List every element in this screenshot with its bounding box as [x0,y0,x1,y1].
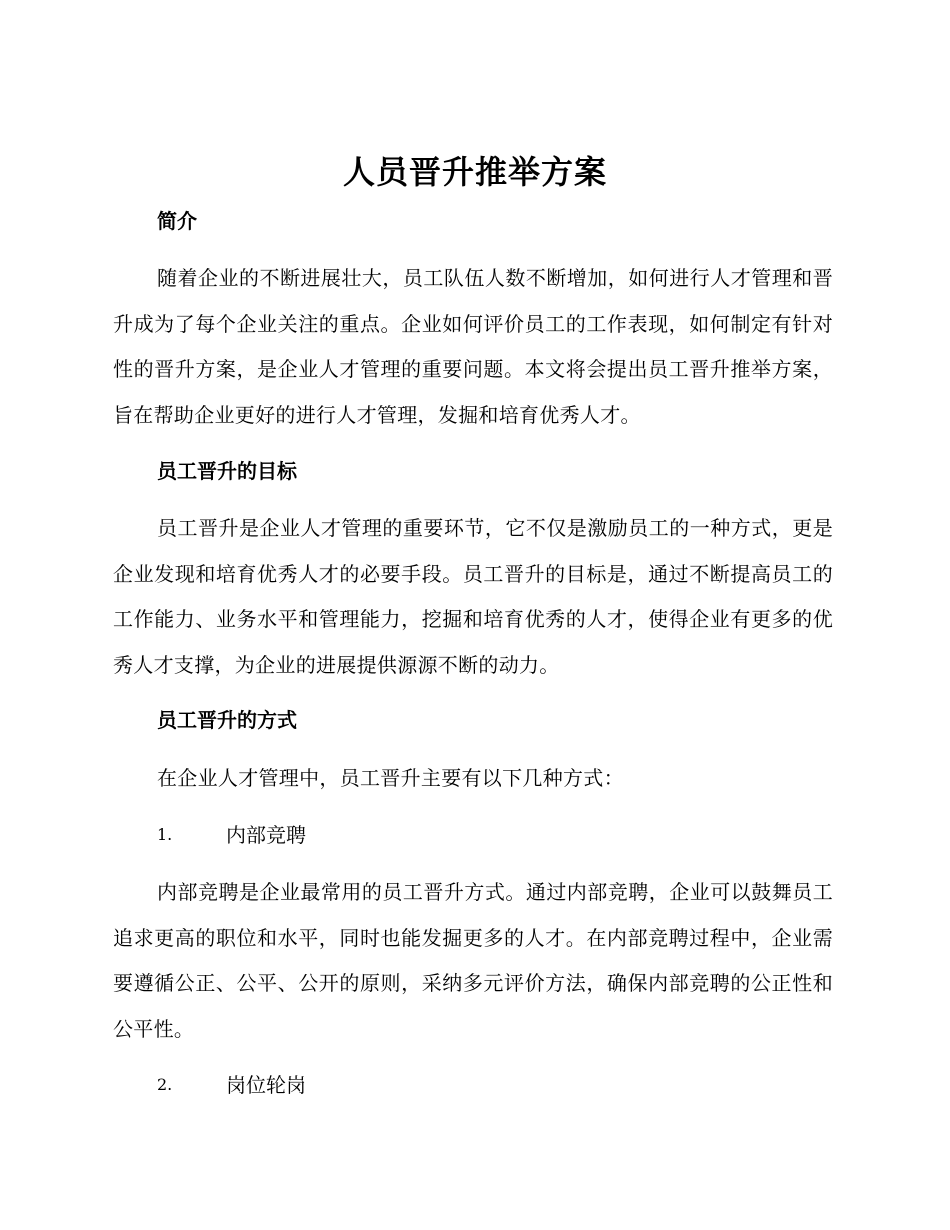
list-label: 岗位轮岗 [226,1073,306,1097]
list-item-1-paragraph: 内部竞聘是企业最常用的员工晋升方式。通过内部竞聘，企业可以鼓舞员工追求更高的职位和水平，同时也能发掘更多的人才。在内部竞聘过程中，企业需要遵循公正、公平、公开的原则，采纳多元评价方法，确保内部竞聘的公正性和公平性。 [113,880,833,1041]
list-number: 2. [157,1075,173,1094]
section-heading-methods: 员工晋升的方式 [157,708,297,732]
section-intro-methods: 在企业人才管理中，员工晋升主要有以下几种方式： [157,766,624,790]
section-paragraph-goals: 员工晋升是企业人才管理的重要环节，它不仅是激励员工的一种方式，更是企业发现和培育优秀人才的必要手段。员工晋升的目标是，通过不断提高员工的工作能力、业务水平和管理能力，挖掘和培育优秀的人才，使得企业有更多的优秀人才支撑，为企业的进展提供源源不断的动力。 [113,516,833,677]
list-item-1 [157,821,306,849]
list-item-2 [157,1071,306,1099]
section-paragraph-intro: 随着企业的不断进展壮大，员工队伍人数不断增加，如何进行人才管理和晋升成为了每个企业关注的重点。企业如何评价员工的工作表现，如何制定有针对性的晋升方案，是企业人才管理的重要问题。本文将会提出员工晋升推举方案，旨在帮助企业更好的进行人才管理，发掘和培育优秀人才。 [113,266,833,427]
list-number: 1. [157,825,173,844]
document-title: 人员晋升推举方案 [342,153,607,191]
section-heading-goals: 员工晋升的目标 [157,459,297,483]
section-heading-intro: 简介 [157,209,197,233]
list-label: 内部竞聘 [226,823,306,847]
